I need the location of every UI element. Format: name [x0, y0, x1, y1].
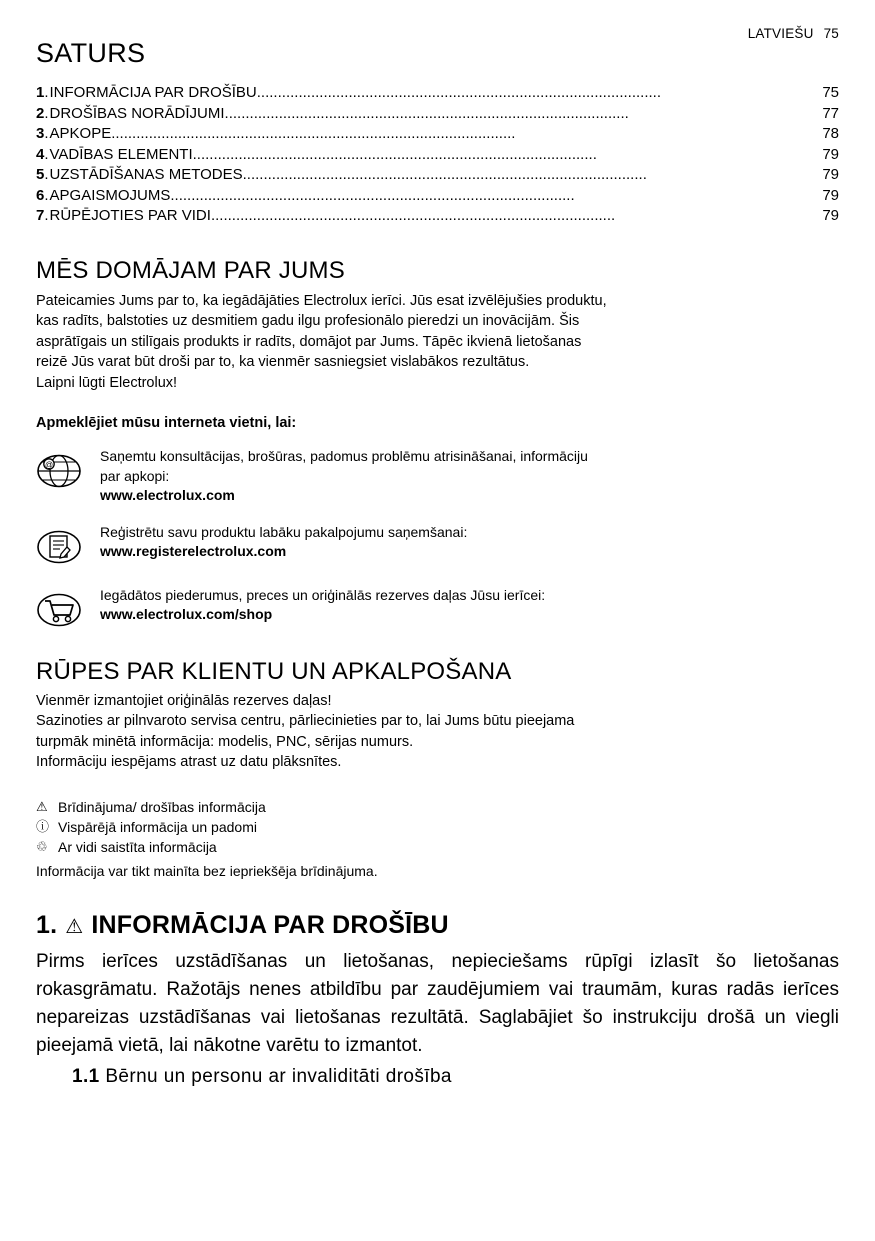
header-page-number: 75 [823, 26, 839, 41]
we-think-line: asprātīgais un stilīgais produkts ir radīts, domājot par Jums. Tāpēc ikvienā lietošanas [36, 333, 582, 350]
toc-entry-number: 1 [36, 84, 45, 101]
toc-entry[interactable] [36, 206, 839, 227]
link-text-line: Reģistrētu savu produktu labāku pakalpojumu saņemšanai: [100, 523, 468, 540]
toc-entry-label: UZSTĀDĪŠANAS METODES [49, 166, 243, 183]
warning-triangle-icon: ⚠ [36, 798, 48, 814]
page-content [36, 38, 839, 1088]
chapter-title: INFORMĀCIJA PAR DROŠĪBU [91, 910, 449, 939]
legend-row [36, 797, 839, 817]
website-lead: Apmeklējiet mūsu interneta vietni, lai: [36, 415, 297, 431]
we-think-line: Pateicamies Jums par to, ka iegādājāties Electrolux ierīci. Jūs esat izvēlējušies produktu, [36, 292, 607, 309]
register-document-icon [36, 523, 82, 569]
list-item-text [82, 447, 588, 506]
toc-entry-number: 5 [36, 166, 45, 183]
toc-entry-page: 77 [822, 104, 839, 122]
toc-entry-number: 4 [36, 145, 45, 163]
toc-entry-label: RŪPĒJOTIES PAR VIDI [49, 207, 211, 224]
toc-entry-sep: . [44, 166, 49, 183]
customer-service-line: Informāciju iespējams atrast uz datu plāksnītes. [36, 754, 342, 770]
we-think-line: reizē Jūs varat būt droši par to, ka vienmēr sasniegsiet vislabākos rezultātus. [36, 354, 530, 370]
subsection-title: Bērnu un personu ar invaliditāti drošība [105, 1065, 452, 1087]
shopping-cart-icon [36, 586, 82, 632]
toc-entry-number: 7 [36, 207, 45, 224]
toc-entry[interactable] [36, 124, 839, 145]
toc-title: SATURS [36, 38, 146, 68]
toc-entry-sep: . [44, 125, 49, 142]
toc-entry-label: VADĪBAS ELEMENTI [49, 145, 193, 163]
toc-entry-sep: . [44, 145, 49, 163]
website-url[interactable]: www.electrolux.com [100, 487, 235, 503]
link-text-line: Saņemtu konsultācijas, brošūras, padomus problēmu atrisināšanai, informāciju [100, 448, 588, 464]
toc-leader-dots: ................................................................................................. [242, 166, 647, 183]
toc-entry-label: INFORMĀCIJA PAR DROŠĪBU [49, 84, 257, 101]
chapter-body: Pirms ierīces uzstādīšanas un lietošanas, nepieciešams rūpīgi izlasīt šo lietošanas rokasgrāmatu. Ražotājs nenes atbildību par zaudējumiem vai traumām, kuras radās ierīces nepareizas uzstādīšanas vai lietošanas rezultātā. Saglabājiet šo instrukciju drošā un viegli pieejamā vietā, lai nākotne varētu to izmantot. [36, 950, 839, 1056]
info-circle-icon: ⓘ [36, 818, 50, 834]
chapter-number: 1. [36, 910, 58, 939]
website-link-list [36, 447, 839, 632]
toc-leader-dots: ................................................................................................. [192, 145, 597, 163]
list-item-text [82, 523, 467, 562]
toc-entry[interactable] [36, 165, 839, 186]
toc-leader-dots: ................................................................................................. [210, 207, 616, 224]
toc-entry-page: 79 [822, 145, 839, 163]
svg-text:@: @ [44, 460, 54, 470]
link-text-line: Iegādātos piederumus, preces un oriģinālās rezerves daļas Jūsu ierīcei: [100, 586, 546, 603]
website-url[interactable]: www.registerelectrolux.com [100, 543, 287, 559]
we-think-title: MĒS DOMĀJAM PAR JUMS [36, 256, 345, 284]
toc-entry[interactable] [36, 145, 839, 166]
customer-service-block [36, 658, 839, 773]
legend-note: Informācija var tikt mainīta bez iepriekšēja brīdinājuma. [36, 862, 378, 879]
toc-entry-label: APKOPE [49, 125, 112, 142]
warning-triangle-icon: ⚠ [65, 915, 84, 938]
toc-entry-page: 79 [822, 186, 839, 204]
toc-entry[interactable] [36, 104, 839, 125]
toc-entry[interactable] [36, 83, 839, 104]
globe-at-icon [36, 447, 82, 493]
toc-leader-dots: ................................................................................................. [111, 125, 516, 142]
toc-entry-page: 79 [822, 166, 839, 183]
toc-entry-page: 75 [822, 84, 839, 101]
header-language: LATVIEŠU [747, 26, 814, 41]
website-url[interactable]: www.electrolux.com/shop [100, 606, 273, 622]
legend-block [36, 797, 839, 881]
chapter-heading [36, 911, 839, 940]
link-text-line: par apkopi: [100, 467, 170, 484]
legend-text: Ar vidi saistīta informācija [58, 838, 217, 855]
toc-entry-sep: . [44, 104, 49, 122]
legend-row [36, 837, 839, 857]
toc-entry-label: APGAISMOJUMS [49, 186, 171, 204]
legend-text: Vispārējā informācija un padomi [58, 818, 257, 835]
we-think-paragraph [36, 291, 839, 394]
table-of-contents [36, 83, 839, 227]
list-item[interactable] [36, 586, 839, 632]
toc-entry-page: 78 [822, 125, 839, 142]
toc-entry-page: 79 [822, 207, 839, 224]
toc-entry-sep: . [44, 84, 49, 101]
toc-entry-number: 2 [36, 104, 45, 122]
we-think-line: kas radīts, balstoties uz desmitiem gadu ilgu profesionālo pieredzi un inovācijām. Šis [36, 313, 580, 329]
customer-service-title: RŪPES PAR KLIENTU UN APKALPOŠANA [36, 657, 512, 685]
environment-icon: ♲ [36, 838, 48, 854]
legend-row [36, 817, 839, 837]
legend-text: Brīdinājuma/ drošības informācija [58, 798, 266, 815]
toc-entry-number: 6 [36, 186, 45, 204]
subsection-heading [36, 1066, 839, 1088]
toc-leader-dots: ................................................................................................. [256, 84, 662, 101]
toc-leader-dots: ................................................................................................. [224, 104, 629, 122]
toc-entry[interactable] [36, 186, 839, 207]
customer-service-line: Vienmēr izmantojiet oriģinālās rezerves daļas! [36, 692, 332, 709]
list-item-text [82, 586, 545, 625]
customer-service-line: Sazinoties ar pilnvaroto servisa centru, pārliecinieties par to, lai Jums būtu pieejama [36, 713, 575, 729]
customer-service-line: turpmāk minētā informācija: modelis, PNC, sērijas numurs. [36, 733, 414, 750]
list-item[interactable] [36, 523, 839, 569]
toc-entry-label: DROŠĪBAS NORĀDĪJUMI [49, 104, 225, 122]
toc-entry-sep: . [44, 207, 49, 224]
toc-leader-dots: ................................................................................................. [170, 186, 575, 204]
subsection-number: 1.1 [72, 1065, 100, 1087]
toc-entry-sep: . [44, 186, 49, 204]
list-item[interactable] [36, 447, 839, 506]
toc-entry-number: 3 [36, 125, 45, 142]
we-think-line: Laipni lūgti Electrolux! [36, 374, 178, 391]
